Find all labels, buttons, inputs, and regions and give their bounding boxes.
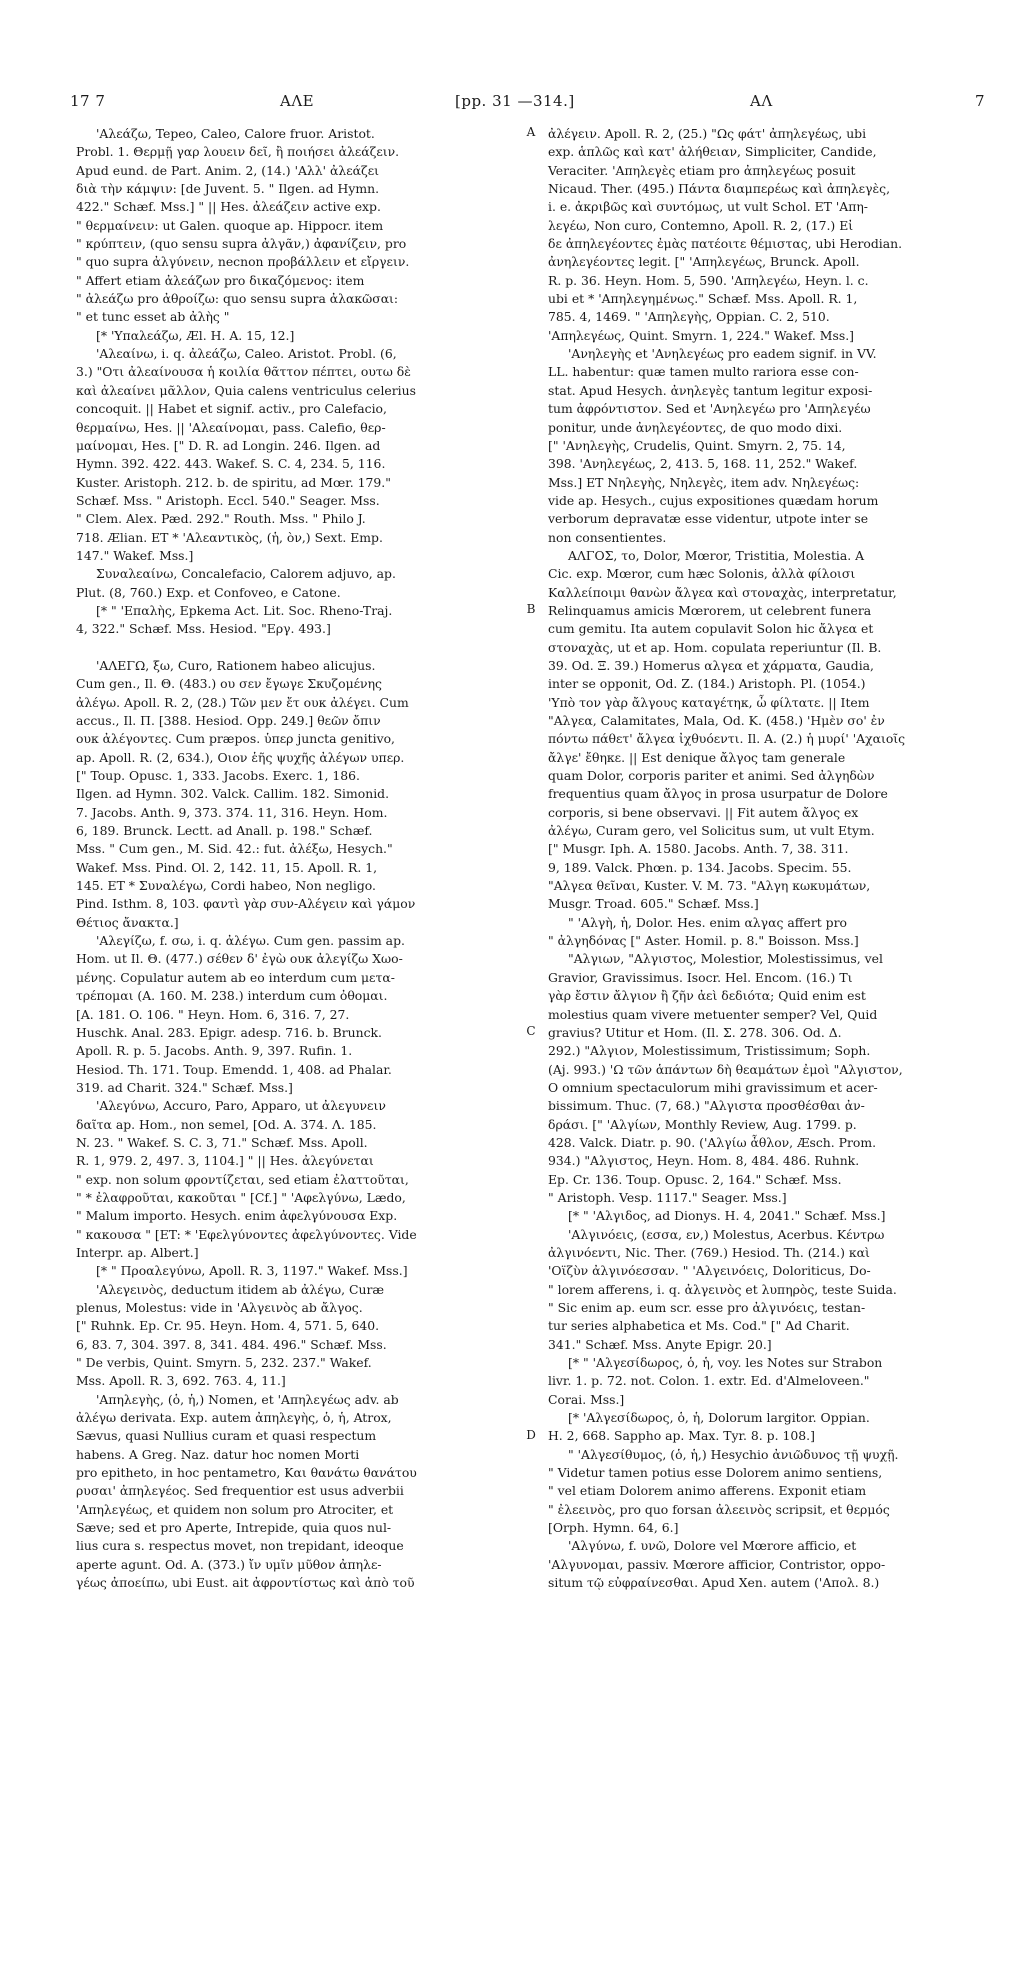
text-line: O omnium spectaculorum mihi gravissimum et acer- bbox=[548, 1079, 878, 1095]
text-line: " 'Αλγεσίθυμος, (ὁ, ἡ,) Hesychio ἀνιῶδυνος τῇ ψυχῇ. bbox=[568, 1446, 899, 1462]
text-line: 785. 4, 1469. " 'Απηλεγὴς, Oppian. C. 2, 510. bbox=[548, 309, 830, 325]
text-line: Hesiod. Th. 171. Toup. Emendd. 1, 408. ad Phalar. bbox=[76, 1061, 392, 1077]
text-line: Καλλείποιμι θανὼν ἄλγεα καὶ στοναχὰς, interpretatur, bbox=[548, 584, 897, 600]
text-line: bissimum. Thuc. (7, 68.) "Αλγιστα προσθέσθαι ἀν- bbox=[548, 1098, 865, 1114]
text-line: ἀλέγω. Apoll. R. 2, (28.) Τῶν μεν ἔτ ουκ ἀλέγει. Cum bbox=[76, 694, 409, 710]
text-line: Musgr. Troad. 605." Schæf. Mss.] bbox=[548, 896, 759, 912]
text-line: 147." Wakef. Mss.] bbox=[76, 547, 194, 563]
text-line: Sævus, quasi Nullius curam et quasi respectum bbox=[76, 1428, 377, 1444]
text-line: " θερμαίνειν: ut Galen. quoque ap. Hippocr. item bbox=[76, 217, 384, 233]
text-line: μαίνομαι, Hes. [" D. R. ad Longin. 246. Ilgen. ad bbox=[76, 437, 381, 453]
text-line: verborum depravatæ esse videntur, utpote inter se bbox=[548, 511, 869, 527]
text-line: 934.) "Αλγιστος, Heyn. Hom. 8, 484. 486. Ruhnk. bbox=[548, 1153, 860, 1169]
left-column bbox=[70, 125, 512, 1593]
text-line: " Malum importo. Hesych. enim ἀφελγύνουσα Exp. bbox=[76, 1208, 398, 1224]
text-line: Mss.] ET Νηλεγὴς, Νηλεγὲς, item adv. Νηλεγέως: bbox=[548, 474, 860, 490]
text-line: "Αλγεα, Calamitates, Mala, Od. K. (458.) 'Ημὲν σο' ἐν bbox=[548, 713, 885, 728]
text-line: 39. Od. Ξ. 39.) Homerus αλγεα et χάρματα, Gaudia, bbox=[548, 657, 874, 673]
text-line: 7. Jacobs. Anth. 9, 373. 374. 11, 316. Heyn. Hom. bbox=[76, 804, 388, 820]
text-line: lius cura s. respectus movet, non trepidant, ideoque bbox=[76, 1538, 404, 1554]
text-line: i. e. ἀκριβῶς καὶ συντόμως, ut vult Schol. ET 'Απη- bbox=[548, 199, 868, 215]
text-line: 292.) "Αλγιον, Molestissimum, Tristissimum; Soph. bbox=[548, 1043, 871, 1059]
text-line: 145. ET * Συναλέγω, Cordi habeo, Non negligo. bbox=[76, 878, 376, 894]
text-line: tum ἀφρόντιστον. Sed et 'Ανηλεγέω pro 'Απηλεγέω bbox=[548, 401, 871, 417]
text-line: καὶ ἀλεαίνει μᾶλλον, Quia calens ventriculus celerius bbox=[76, 382, 416, 398]
right-headword: ΑΛ bbox=[750, 92, 773, 110]
text-line: aperte agunt. Od. A. (373.) ἴν υμῖν μῦθον ἀπηλε- bbox=[76, 1556, 382, 1572]
text-line: 'Απηλεγέως, et quidem non solum pro Atrociter, et bbox=[76, 1501, 394, 1517]
text-line bbox=[70, 639, 512, 657]
text-line: 398. 'Ανηλεγέως, 2, 413. 5, 168. 11, 252." Wakef. bbox=[548, 456, 858, 472]
text-line: [* 'Υπαλεάζω, Æl. H. A. 15, 12.] bbox=[96, 327, 295, 343]
text-line: cum gemitu. Ita autem copulavit Solon hic ἄλγεα et bbox=[548, 621, 874, 637]
text-line: plenus, Molestus: vide in 'Αλγεινὸς ab ἄλγος. bbox=[76, 1300, 363, 1315]
left-page-number: 17 7 bbox=[70, 92, 106, 110]
text-line: ρυσαι' ἀπηλεγέος. Sed frequentior est usus adverbii bbox=[76, 1483, 404, 1499]
text-line: Huschk. Anal. 283. Epigr. adesp. 716. b. Brunck. bbox=[76, 1024, 382, 1040]
text-line: "Αλγιων, "Αλγιστος, Molestior, Molestissimus, vel bbox=[568, 951, 883, 967]
text-line: " Aristoph. Vesp. 1117." Seager. Mss.] bbox=[548, 1189, 787, 1205]
text-line: 6, 189. Brunck. Lectt. ad Anall. p. 198." Schæf. bbox=[76, 823, 373, 839]
text-line: Pind. Isthm. 8, 103. φαντὶ γὰρ συν-Αλέγειν καὶ γάμον bbox=[76, 896, 416, 912]
text-line: [" Ruhnk. Ep. Cr. 95. Heyn. Hom. 4, 571. 5, 640. bbox=[76, 1318, 380, 1334]
text-line: Wakef. Mss. Pind. Ol. 2, 142. 11, 15. Apoll. R. 1, bbox=[76, 859, 378, 875]
text-line: 319. ad Charit. 324." Schæf. Mss.] bbox=[76, 1079, 293, 1095]
text-line: [" Toup. Opusc. 1, 333. Jacobs. Exerc. 1, 186. bbox=[76, 768, 360, 784]
text-line: 428. Valck. Diatr. p. 90. ('Αλγίω ἆθλον, Æsch. Prom. bbox=[548, 1134, 877, 1150]
text-line: quam Dolor, corporis pariter et animi. Sed ἀλγηδὼν bbox=[548, 768, 875, 784]
text-line: 'Αλεγεινὸς, deductum itidem ab ἀλέγω, Curæ bbox=[96, 1281, 385, 1297]
text-line: ἀλέγω, Curam gero, vel Solicitus sum, ut vult Etym. bbox=[548, 823, 875, 839]
text-line: 9, 189. Valck. Phœn. p. 134. Jacobs. Specim. 55. bbox=[548, 859, 852, 875]
text-line: situm τῷ εὐφραίνεσθαι. Apud Xen. autem ('Απολ. 8.) bbox=[548, 1575, 880, 1591]
text-line: "Αλγεα θεῖναι, Kuster. V. M. 73. "Αλγη κωκυμάτων, bbox=[548, 878, 871, 894]
text-line: 'Αλγινόεις, (εσσα, εν,) Molestus, Acerbus. Κέντρω bbox=[568, 1226, 885, 1242]
text-line: Gravior, Gravissimus. Isocr. Hel. Encom. (16.) Τι bbox=[548, 969, 853, 985]
text-line: Mss. " Cum gen., M. Sid. 42.: fut. ἀλέξω, Hesych." bbox=[76, 841, 393, 857]
text-line: " κακουσα " [ET: * 'Εφελγύνοντες ἀφελγύνοντες. Vide bbox=[76, 1226, 417, 1242]
text-line: πόντω πάθετ' ἄλγεα ἰχθυόεντι. Il. A. (2.) ἡ μυρί' 'Αχαιοῖς bbox=[548, 731, 906, 747]
text-line: 'Οϊζὺν ἀλγινόεσσαν. " 'Αλγεινόεις, Doloriticus, Do- bbox=[548, 1263, 871, 1279]
page-range: [pp. 31 —314.] bbox=[455, 92, 575, 110]
text-line: θερμαίνω, Hes. || 'Αλεαίνομαι, pass. Calefio, θερ- bbox=[76, 419, 386, 435]
text-line: μένης. Copulatur autem ab eo interdum cum μετα- bbox=[76, 969, 395, 985]
text-line: " vel etiam Dolorem animo afferens. Exponit etiam bbox=[548, 1483, 867, 1499]
text-line: ἄλγε' ἔθηκε. || Est denique ἄλγος tam generale bbox=[548, 749, 846, 765]
text-line: Συναλεαίνω, Concalefacio, Calorem adjuvo, ap. bbox=[96, 566, 396, 582]
text-line: διὰ τὴν κάμψιν: [de Juvent. 5. " Ilgen. ad Hymn. bbox=[76, 181, 380, 197]
text-line: habens. A Greg. Naz. datur hoc nomen Morti bbox=[76, 1446, 360, 1462]
left-headword: ΑΛΕ bbox=[280, 92, 315, 110]
text-line: corporis, si bene observavi. || Fit autem ἄλγος ex bbox=[548, 804, 859, 820]
text-line: Veraciter. 'Απηλεγὲς etiam pro ἀπηλεγέως posuit bbox=[548, 162, 856, 178]
text-line: 422." Schæf. Mss.] " || Hes. ἀλεάζειν active exp. bbox=[76, 199, 381, 215]
text-line: γέως ἀποείπω, ubi Eust. ait ἀφροντίστως καὶ ἀπὸ τοῦ bbox=[76, 1575, 415, 1591]
text-line: ἀλέγειν. Apoll. R. 2, (25.) "Ως φάτ' ἀπηλεγέως, ubi bbox=[548, 126, 867, 141]
text-line: accus., Il. Π. [388. Hesiod. Opp. 249.] θεῶν ὄπιν bbox=[76, 713, 381, 728]
text-line: stat. Apud Hesych. ἀνηλεγὲς tantum legitur exposi- bbox=[548, 382, 873, 398]
text-line: N. 23. " Wakef. S. C. 3, 71." Schæf. Mss. Apoll. bbox=[76, 1134, 368, 1150]
text-line: Kuster. Aristoph. 212. b. de spiritu, ad Mœr. 179." bbox=[76, 474, 391, 490]
text-line: " Videtur tamen potius esse Dolorem animo sentiens, bbox=[548, 1465, 883, 1481]
text-line: exp. ἁπλῶς καὶ κατ' ἀλήθειαν, Simpliciter, Candide, bbox=[548, 144, 877, 160]
text-line: 'Αλεγύνω, Accuro, Paro, Apparo, ut ἀλεγυνειν bbox=[96, 1098, 386, 1114]
text-line: H. 2, 668. Sappho ap. Max. Tyr. 8. p. 108.] bbox=[548, 1428, 815, 1444]
text-line: Θέτιος ἄνακτα.] bbox=[76, 914, 179, 930]
right-column bbox=[542, 125, 984, 1593]
text-line: ΑΛΓΟΣ, το, Dolor, Mœror, Tristitia, Molestia. A bbox=[568, 547, 865, 563]
text-line: [* " Προαλεγύνω, Apoll. R. 3, 1197." Wakef. Mss.] bbox=[96, 1263, 408, 1279]
text-line: " κρύπτειν, (quo sensu supra ἀλγᾶν,) ἀφανίζειν, pro bbox=[76, 236, 407, 252]
text-line: gravius? Utitur et Hom. (Il. Σ. 278. 306. Od. Δ. bbox=[548, 1024, 842, 1040]
text-line: 341." Schæf. Mss. Anyte Epigr. 20.] bbox=[548, 1336, 772, 1352]
text-line: ἀνηλεγέοντες legit. [" 'Απηλεγέως, Brunck. Apoll. bbox=[548, 254, 860, 270]
text-line: ponitur, unde ἀνηλεγέοντες, de quo modo dixi. bbox=[548, 419, 843, 435]
section-marker-a: A bbox=[526, 125, 536, 139]
text-line: 'Αλεγίζω, f. σω, i. q. ἀλέγω. Cum gen. passim ap. bbox=[96, 933, 405, 949]
text-line: [* " 'Αλγεσίδωρος, ὁ, ἡ, voy. les Notes sur Strabon bbox=[568, 1355, 883, 1371]
text-line: " ἀλεάζω pro ἀθροίζω: quo sensu supra ἀλακῶσαι: bbox=[76, 291, 399, 307]
text-line: Schæf. Mss. " Aristoph. Eccl. 540." Seager. Mss. bbox=[76, 492, 380, 508]
text-line: LL. habentur: quæ tamen multo rariora esse con- bbox=[548, 364, 859, 380]
text-line: Mss. Apoll. R. 3, 692. 763. 4, 11.] bbox=[76, 1373, 286, 1389]
text-line: ἀλέγω derivata. Exp. autem ἀπηλεγὴς, ὁ, ἡ, Atrox, bbox=[76, 1410, 392, 1426]
text-line: 6, 83. 7, 304. 397. 8, 341. 484. 496." Schæf. Mss. bbox=[76, 1336, 387, 1352]
text-line: [Orph. Hymn. 64, 6.] bbox=[548, 1520, 679, 1536]
text-line: R. p. 36. Heyn. Hom. 5, 590. 'Απηλεγέω, Heyn. l. c. bbox=[548, 272, 869, 288]
text-line: tur series alphabetica et Ms. Cod." [" Ad Charit. bbox=[548, 1318, 850, 1334]
text-line: " Clem. Alex. Pæd. 292." Routh. Mss. " Philo J. bbox=[76, 511, 366, 527]
text-line: R. 1, 979. 2, 497. 3, 1104.] " || Hes. ἀλεγύνεται bbox=[76, 1153, 374, 1169]
text-line: 'Απηλεγὴς, (ὁ, ἡ,) Nomen, et 'Απηλεγέως adv. ab bbox=[96, 1391, 399, 1407]
text-line: 'Απηλεγέως, Quint. Smyrn. 1, 224." Wakef. Mss.] bbox=[548, 327, 854, 343]
text-line: Interpr. ap. Albert.] bbox=[76, 1244, 199, 1260]
text-line: (Aj. 993.) 'Ω τῶν ἁπάντων δὴ θεαμάτων ἐμοὶ "Αλγιστον, bbox=[548, 1061, 903, 1077]
text-line: Probl. 1. Θερμῇ γαρ λουειν δεῖ, ἢ ποιήσει ἀλεάζειν. bbox=[76, 144, 400, 160]
text-line: τρέπομαι (A. 160. M. 238.) interdum cum ὀθομαι. bbox=[76, 988, 388, 1004]
text-line: 'Υπὸ τον γὰρ ἄλγους καταγέτηκ, ὦ φίλτατε. || Item bbox=[548, 694, 870, 710]
text-line: Hom. ut Il. Θ. (477.) σέθεν δ' ἐγὼ ουκ ἀλεγίζω Χωο- bbox=[76, 951, 403, 967]
text-line: inter se opponit, Od. Z. (184.) Aristoph. Pl. (1054.) bbox=[548, 676, 866, 692]
text-line: " 'Αλγὴ, ἡ, Dolor. Hes. enim αλγας affert pro bbox=[568, 914, 847, 930]
text-line: livr. 1. p. 72. not. Colon. 1. extr. Ed. d'Almeloveen." bbox=[548, 1373, 870, 1389]
text-line: [" 'Ανηλεγὴς, Crudelis, Quint. Smyrn. 2, 75. 14, bbox=[548, 437, 846, 453]
text-line: Ep. Cr. 136. Toup. Opusc. 2, 164." Schæf. Mss. bbox=[548, 1171, 842, 1187]
text-line: 'Ανηλεγὴς et 'Ανηλεγέως pro eadem signif. in VV. bbox=[568, 346, 877, 362]
text-line: concoquit. || Habet et signif. activ., pro Calefacio, bbox=[76, 401, 387, 417]
text-line: 4, 322." Schæf. Mss. Hesiod. "Εργ. 493.] bbox=[76, 621, 331, 637]
text-line: Cic. exp. Mœror, cum hæc Solonis, ἀλλὰ φίλοισι bbox=[548, 566, 856, 582]
text-line: " Sic enim ap. eum scr. esse pro ἀλγινόεις, testan- bbox=[548, 1300, 866, 1315]
text-line: ap. Apoll. R. (2, 634.), Οιον ἑῆς ψυχῆς ἀλέγων υπερ. bbox=[76, 749, 405, 765]
text-line: " ἐλεεινὸς, pro quo forsan ἀλεεινὸς scripsit, et θερμός bbox=[548, 1501, 890, 1517]
text-line: Nicaud. Ther. (495.) Πάντα διαμπερέως καὶ ἀπηλεγὲς, bbox=[548, 181, 891, 197]
text-line: [A. 181. O. 106. " Heyn. Hom. 6, 316. 7, 27. bbox=[76, 1006, 350, 1022]
text-line: Plut. (8, 760.) Exp. et Confoveo, e Catone. bbox=[76, 584, 341, 600]
text-line: Apoll. R. p. 5. Jacobs. Anth. 9, 397. Rufin. 1. bbox=[76, 1043, 353, 1059]
text-line: Ilgen. ad Hymn. 302. Valck. Callim. 182. Simonid. bbox=[76, 786, 390, 802]
text-line: [* " 'Επαλὴς, Epkema Act. Lit. Soc. Rheno-Traj. bbox=[96, 602, 393, 618]
section-marker-d: D bbox=[526, 1428, 536, 1442]
text-line: [" Musgr. Iph. A. 1580. Jacobs. Anth. 7, 38. 311. bbox=[548, 841, 849, 857]
text-line: [* 'Αλγεσίδωρος, ὁ, ἡ, Dolorum largitor. Oppian. bbox=[568, 1410, 870, 1426]
text-line: " * ἐλαφροῦται, κακοῦται " [Cf.] " 'Αφελγύνω, Lædo, bbox=[76, 1189, 406, 1205]
text-line: γὰρ ἔστιν ἄλγιον ἢ ζῆν ἀεὶ δεδιότα; Quid enim est bbox=[548, 988, 866, 1004]
text-line: ουκ ἀλέγοντες. Cum præpos. ὑπερ juncta genitivo, bbox=[76, 731, 395, 747]
right-page-number: 7 bbox=[974, 92, 985, 110]
text-line: pro epitheto, in hoc pentametro, Και θανάτω θανάτου bbox=[76, 1465, 417, 1481]
text-line: δαῖτα ap. Hom., non semel, [Od. A. 374. Λ. 185. bbox=[76, 1116, 377, 1132]
text-line: " Affert etiam ἀλεάζων pro δικαζόμενος: item bbox=[76, 272, 365, 288]
text-line: frequentius quam ἄλγος in prosa usurpatur de Dolore bbox=[548, 786, 888, 802]
text-line: 'Αλγύνω, f. υνῶ, Dolore vel Mœrore afficio, et bbox=[568, 1538, 857, 1554]
text-line: " et tunc esset ab ἀλὴς " bbox=[76, 309, 230, 325]
text-line: Corai. Mss.] bbox=[548, 1391, 625, 1407]
text-line: Cum gen., Il. Θ. (483.) ου σεν ἔγωγε Σκυζομένης bbox=[76, 676, 382, 692]
text-line: molestius quam vivere metuenter semper? Vel, Quid bbox=[548, 1006, 878, 1022]
text-line: " exp. non solum φροντίζεται, sed etiam ἐλαττοῦται, bbox=[76, 1171, 409, 1187]
text-line: στοναχὰς, ut et ap. Hom. copulata reperiuntur (Il. B. bbox=[548, 639, 882, 655]
text-line: 'Αλεαίνω, i. q. ἀλεάζω, Caleo. Aristot. Probl. (6, bbox=[96, 346, 397, 362]
text-line: 3.) "Οτι ἀλεαίνουσα ἡ κοιλία θᾶττον πέπτει, ουτω δὲ bbox=[76, 364, 411, 380]
text-line: " lorem afferens, i. q. ἀλγεινὸς et λυπηρὸς, teste Suida. bbox=[548, 1281, 897, 1297]
text-line: Apud eund. de Part. Anim. 2, (14.) 'Αλλ' ἀλεάζει bbox=[76, 162, 379, 178]
text-line: Hymn. 392. 422. 443. Wakef. S. C. 4, 234. 5, 116. bbox=[76, 456, 386, 472]
text-line: δε ἀπηλεγέοντες ἐμὰς πατέοιτε θέμιστας, ubi Herodian. bbox=[548, 236, 903, 252]
text-line: ubi et * 'Απηλεγημένως." Schæf. Mss. Apoll. R. 1, bbox=[548, 291, 858, 307]
text-line: Relinquamus amicis Mœrorem, ut celebrent funera bbox=[548, 602, 872, 618]
text-line: δράσι. [" 'Αλγίων, Monthly Review, Aug. 1799. p. bbox=[548, 1116, 857, 1132]
text-line: 'Αλγυνομαι, passiv. Mœrore afficior, Contristor, oppo- bbox=[548, 1556, 886, 1572]
text-line: λεγέω, Non curo, Contemno, Apoll. R. 2, (17.) Εἰ bbox=[548, 217, 854, 233]
text-line: 718. Ælian. ET * 'Αλεαντικὸς, (ἡ, ὸν,) Sext. Emp. bbox=[76, 529, 383, 545]
section-marker-b: B bbox=[526, 602, 536, 616]
text-line: ἀλγινόεντι, Nic. Ther. (769.) Hesiod. Th. (214.) καὶ bbox=[548, 1244, 870, 1260]
running-head bbox=[70, 92, 985, 116]
text-line: 'Αλεάζω, Tepeo, Caleo, Calore fruor. Aristot. bbox=[96, 126, 375, 141]
text-line: " De verbis, Quint. Smyrn. 5, 232. 237." Wakef. bbox=[76, 1355, 372, 1371]
text-line: vide ap. Hesych., cujus expositiones quædam horum bbox=[548, 492, 879, 508]
text-line: Sæve; sed et pro Aperte, Intrepide, quia quos nul- bbox=[76, 1520, 392, 1536]
text-line: non consentientes. bbox=[548, 529, 667, 545]
text-line: " quo supra ἀλγύνειν, necnon προβάλλειν et εἴργειν. bbox=[76, 254, 410, 270]
text-line: [* " 'Αλγιδος, ad Dionys. H. 4, 2041." Schæf. Mss.] bbox=[568, 1208, 886, 1224]
text-line: " ἀλγηδόνας [" Aster. Homil. p. 8." Boisson. Mss.] bbox=[548, 933, 859, 949]
text-line: 'ΑΛΕΓΩ, ξω, Curo, Rationem habeo alicujus. bbox=[96, 657, 376, 673]
section-marker-c: C bbox=[526, 1024, 536, 1038]
